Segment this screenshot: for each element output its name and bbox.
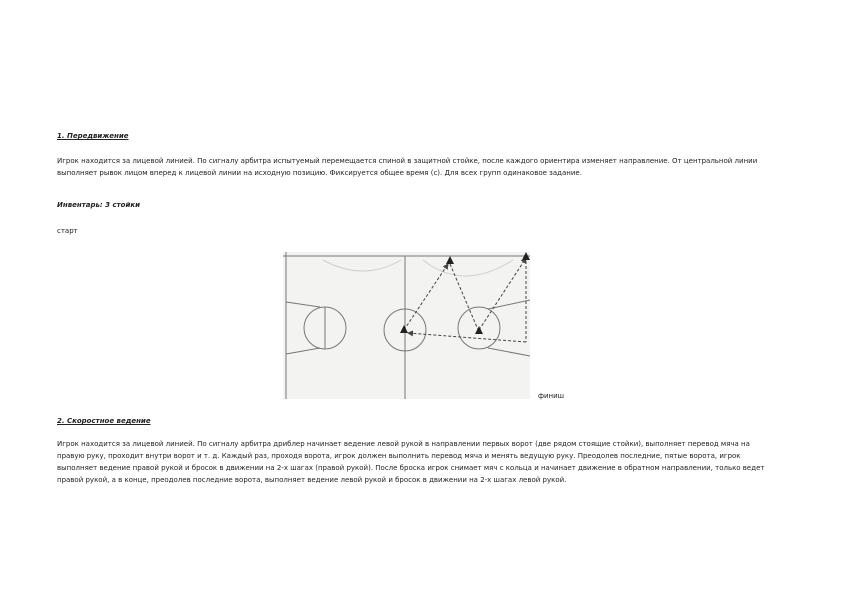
section1-paragraph: Игрок находится за лицевой линией. По сигналу арбитра испытуемый перемещается спиной в защитной стойке, после каждого ориентира изменяет направление. От центральной линии выполняет рывок лицом вперед к лицевой линии на исходную позицию. Фиксируется общее время (с). Для всех групп одинаковое задание. [57,157,758,177]
section2-heading: 2. Скоростное ведение [57,417,151,425]
equipment-label: Инвентарь: 3 стойки [57,201,141,209]
section2-paragraph: Игрок находится за лицевой линией. По сигналу арбитра дриблер начинает ведение левой рукой в направлении первых ворот (две рядом стоящие стойки), выполняет перевод мяча на правую руку, проходит внутри ворот и т. д. Каждый раз, проходя ворота, игрок должен выполнить перевод мяча и менять ведущую руку. Преодолев последние, пятые ворота, игрок выполняет ведение правой рукой и бросок в движении на 2-х шагах (правой рукой). После броска игрок снимает мяч с кольца и начинает движение в обратном направлении, только ведет правой рукой, а в конце, преодолев последние ворота, выполняет ведение левой рукой и бросок в движении на 2-х шагах левой рукой. [57,440,765,484]
finish-label: финиш [538,392,565,400]
start-label: старт [57,227,78,235]
court-diagram [283,252,530,399]
section1-heading: 1. Передвижение [57,132,129,140]
